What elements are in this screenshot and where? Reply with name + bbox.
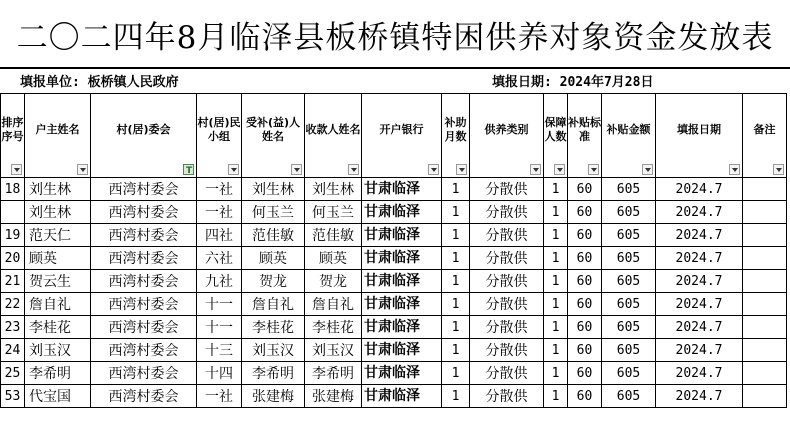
table-row (1, 339, 787, 362)
col-header-bank: 开户银行 (362, 94, 442, 178)
cell-report-date[interactable]: 2024.7 (656, 339, 743, 362)
cell-seq[interactable]: 24 (1, 339, 25, 362)
cell-village-committee[interactable]: 西湾村委会 (91, 201, 197, 224)
cell-support-type[interactable]: 分散供 (470, 293, 544, 316)
cell-bank[interactable]: 甘肃临泽 (362, 247, 442, 270)
cell-standard[interactable]: 60 (568, 362, 602, 385)
cell-months[interactable]: 1 (442, 270, 470, 293)
cell-beneficiary[interactable]: 贺龙 (242, 270, 305, 293)
cell-village-committee[interactable]: 西湾村委会 (91, 293, 197, 316)
col-header-persons: 保障人数 (544, 94, 568, 178)
cell-bank[interactable]: 甘肃临泽 (362, 362, 442, 385)
col-header-months: 补助月数 (442, 94, 470, 178)
cell-village-committee[interactable]: 西湾村委会 (91, 339, 197, 362)
cell-household-head[interactable]: 詹自礼 (25, 293, 91, 316)
cell-household-head[interactable]: 顾英 (25, 247, 91, 270)
cell-support-type[interactable]: 分散供 (470, 178, 544, 201)
table-row (1, 247, 787, 270)
cell-village-committee[interactable]: 西湾村委会 (91, 178, 197, 201)
cell-beneficiary[interactable]: 顾英 (242, 247, 305, 270)
cell-village-committee[interactable]: 西湾村委会 (91, 270, 197, 293)
cell-village-group[interactable]: 十三 (197, 339, 242, 362)
cell-payee[interactable]: 范佳敏 (305, 224, 362, 247)
cell-village-committee[interactable]: 西湾村委会 (91, 224, 197, 247)
cell-household-head[interactable]: 刘生林 (25, 201, 91, 224)
cell-beneficiary[interactable]: 刘玉汉 (242, 339, 305, 362)
col-header-beneficiary: 受补(益)人姓名 (242, 94, 305, 178)
filter-dropdown-icon[interactable] (77, 164, 88, 175)
cell-months[interactable]: 1 (442, 339, 470, 362)
cell-amount[interactable]: 605 (602, 339, 656, 362)
cell-standard[interactable]: 60 (568, 385, 602, 408)
cell-bank[interactable]: 甘肃临泽 (362, 316, 442, 339)
filter-dropdown-icon[interactable] (530, 164, 541, 175)
cell-report-date[interactable]: 2024.7 (656, 362, 743, 385)
table-row (1, 224, 787, 247)
cell-village-group[interactable]: 九社 (197, 270, 242, 293)
col-header-payee: 收款人姓名 (305, 94, 362, 178)
cell-report-date[interactable]: 2024.7 (656, 270, 743, 293)
cell-household-head[interactable]: 刘玉汉 (25, 339, 91, 362)
cell-seq[interactable]: 19 (1, 224, 25, 247)
table-row (1, 293, 787, 316)
filter-dropdown-icon[interactable] (11, 164, 22, 175)
cell-standard[interactable]: 60 (568, 293, 602, 316)
table-row (1, 201, 787, 224)
filter-dropdown-icon[interactable] (291, 164, 302, 175)
cell-village-group[interactable]: 十一 (197, 293, 242, 316)
cell-persons[interactable]: 1 (544, 201, 568, 224)
cell-bank[interactable]: 甘肃临泽 (362, 201, 442, 224)
cell-remarks[interactable] (743, 316, 787, 339)
filter-dropdown-icon[interactable] (588, 164, 599, 175)
cell-persons[interactable]: 1 (544, 362, 568, 385)
cell-persons[interactable]: 1 (544, 316, 568, 339)
cell-payee[interactable]: 顾英 (305, 247, 362, 270)
cell-beneficiary[interactable]: 范佳敏 (242, 224, 305, 247)
cell-beneficiary[interactable]: 李希明 (242, 362, 305, 385)
cell-household-head[interactable]: 刘生林 (25, 178, 91, 201)
cell-persons[interactable]: 1 (544, 385, 568, 408)
cell-village-group[interactable]: 十一 (197, 316, 242, 339)
cell-village-committee[interactable]: 西湾村委会 (91, 385, 197, 408)
cell-seq[interactable]: 25 (1, 362, 25, 385)
cell-beneficiary[interactable]: 何玉兰 (242, 201, 305, 224)
cell-amount[interactable]: 605 (602, 201, 656, 224)
cell-standard[interactable]: 60 (568, 201, 602, 224)
table-row (1, 385, 787, 408)
cell-remarks[interactable] (743, 339, 787, 362)
cell-remarks[interactable] (743, 293, 787, 316)
col-header-seq: 排序序号 (1, 94, 25, 178)
cell-support-type[interactable]: 分散供 (470, 385, 544, 408)
cell-village-committee[interactable]: 西湾村委会 (91, 247, 197, 270)
cell-bank[interactable]: 甘肃临泽 (362, 178, 442, 201)
cell-persons[interactable]: 1 (544, 224, 568, 247)
cell-household-head[interactable]: 李桂花 (25, 316, 91, 339)
cell-bank[interactable]: 甘肃临泽 (362, 293, 442, 316)
title-divider (0, 67, 790, 69)
cell-remarks[interactable] (743, 224, 787, 247)
cell-seq[interactable]: 23 (1, 316, 25, 339)
cell-amount[interactable]: 605 (602, 178, 656, 201)
filter-dropdown-icon[interactable] (773, 164, 784, 175)
reporting-date: 填报日期: 2024年7月28日 (492, 75, 654, 90)
cell-payee[interactable]: 张建梅 (305, 385, 362, 408)
cell-standard[interactable]: 60 (568, 270, 602, 293)
cell-household-head[interactable]: 李希明 (25, 362, 91, 385)
filter-dropdown-icon[interactable] (348, 164, 359, 175)
col-header-report-date: 填报日期 (656, 94, 743, 178)
cell-beneficiary[interactable]: 张建梅 (242, 385, 305, 408)
cell-village-committee[interactable]: 西湾村委会 (91, 316, 197, 339)
cell-report-date[interactable]: 2024.7 (656, 316, 743, 339)
table-row (1, 178, 787, 201)
cell-standard[interactable]: 60 (568, 339, 602, 362)
table-row (1, 270, 787, 293)
cell-report-date[interactable]: 2024.7 (656, 201, 743, 224)
payment-table (0, 93, 787, 408)
cell-amount[interactable]: 605 (602, 270, 656, 293)
cell-report-date[interactable]: 2024.7 (656, 293, 743, 316)
filter-dropdown-icon[interactable] (729, 164, 740, 175)
cell-standard[interactable]: 60 (568, 316, 602, 339)
cell-support-type[interactable]: 分散供 (470, 247, 544, 270)
cell-amount[interactable]: 605 (602, 316, 656, 339)
cell-persons[interactable]: 1 (544, 178, 568, 201)
cell-support-type[interactable]: 分散供 (470, 270, 544, 293)
cell-amount[interactable]: 605 (602, 385, 656, 408)
col-header-support-type: 供养类别 (470, 94, 544, 178)
cell-report-date[interactable]: 2024.7 (656, 224, 743, 247)
cell-village-group[interactable]: 一社 (197, 178, 242, 201)
cell-persons[interactable]: 1 (544, 339, 568, 362)
cell-report-date[interactable]: 2024.7 (656, 385, 743, 408)
col-header-amount: 补贴金额 (602, 94, 656, 178)
col-header-village-committee: 村(居)委会 T (91, 94, 197, 178)
cell-amount[interactable]: 605 (602, 362, 656, 385)
header-row (1, 94, 787, 178)
cell-months[interactable]: 1 (442, 385, 470, 408)
cell-seq[interactable]: 53 (1, 385, 25, 408)
cell-beneficiary[interactable]: 詹自礼 (242, 293, 305, 316)
cell-months[interactable]: 1 (442, 316, 470, 339)
cell-standard[interactable]: 60 (568, 247, 602, 270)
cell-months[interactable]: 1 (442, 362, 470, 385)
filter-active-icon[interactable] (183, 164, 194, 175)
cell-payee[interactable]: 刘玉汉 (305, 339, 362, 362)
table-row (1, 362, 787, 385)
col-header-standard: 补贴标准 (568, 94, 602, 178)
filter-dropdown-icon[interactable] (456, 164, 467, 175)
col-header-household-head: 户主姓名 (25, 94, 91, 178)
filter-dropdown-icon[interactable] (428, 164, 439, 175)
cell-household-head[interactable]: 范天仁 (25, 224, 91, 247)
cell-support-type[interactable]: 分散供 (470, 224, 544, 247)
cell-seq[interactable]: 22 (1, 293, 25, 316)
cell-payee[interactable]: 刘生林 (305, 178, 362, 201)
sheet-title: 二〇二四年8月临泽县板桥镇特困供养对象资金发放表 (16, 20, 774, 56)
cell-payee[interactable]: 何玉兰 (305, 201, 362, 224)
filter-dropdown-icon[interactable] (554, 164, 565, 175)
cell-months[interactable]: 1 (442, 201, 470, 224)
cell-village-committee[interactable]: 西湾村委会 (91, 362, 197, 385)
cell-village-group[interactable]: 六社 (197, 247, 242, 270)
filter-dropdown-icon[interactable] (642, 164, 653, 175)
cell-seq[interactable]: 20 (1, 247, 25, 270)
table-row (1, 316, 787, 339)
reporting-unit: 填报单位: 板桥镇人民政府 (20, 75, 179, 90)
cell-persons[interactable]: 1 (544, 247, 568, 270)
cell-support-type[interactable]: 分散供 (470, 201, 544, 224)
cell-bank[interactable]: 甘肃临泽 (362, 270, 442, 293)
cell-persons[interactable]: 1 (544, 270, 568, 293)
cell-remarks[interactable] (743, 201, 787, 224)
cell-amount[interactable]: 605 (602, 247, 656, 270)
cell-payee[interactable]: 李桂花 (305, 316, 362, 339)
cell-remarks[interactable] (743, 385, 787, 408)
cell-persons[interactable]: 1 (544, 293, 568, 316)
cell-months[interactable]: 1 (442, 178, 470, 201)
cell-months[interactable]: 1 (442, 224, 470, 247)
cell-bank[interactable]: 甘肃临泽 (362, 224, 442, 247)
cell-months[interactable]: 1 (442, 293, 470, 316)
cell-village-group[interactable]: 十四 (197, 362, 242, 385)
filter-dropdown-icon[interactable] (228, 164, 239, 175)
cell-report-date[interactable]: 2024.7 (656, 178, 743, 201)
cell-remarks[interactable] (743, 270, 787, 293)
cell-household-head[interactable]: 贺云生 (25, 270, 91, 293)
col-header-remarks: 备注 (743, 94, 787, 178)
cell-support-type[interactable]: 分散供 (470, 362, 544, 385)
cell-support-type[interactable]: 分散供 (470, 316, 544, 339)
cell-remarks[interactable] (743, 362, 787, 385)
cell-remarks[interactable] (743, 178, 787, 201)
cell-seq[interactable] (1, 201, 25, 224)
cell-payee[interactable]: 贺龙 (305, 270, 362, 293)
cell-months[interactable]: 1 (442, 247, 470, 270)
cell-support-type[interactable]: 分散供 (470, 339, 544, 362)
cell-amount[interactable]: 605 (602, 293, 656, 316)
cell-standard[interactable]: 60 (568, 224, 602, 247)
cell-payee[interactable]: 李希明 (305, 362, 362, 385)
cell-seq[interactable]: 18 (1, 178, 25, 201)
cell-village-group[interactable]: 一社 (197, 201, 242, 224)
cell-standard[interactable]: 60 (568, 178, 602, 201)
cell-bank[interactable]: 甘肃临泽 (362, 339, 442, 362)
cell-remarks[interactable] (743, 247, 787, 270)
cell-household-head[interactable]: 代宝国 (25, 385, 91, 408)
table-body (1, 178, 787, 408)
col-header-village-group: 村(居)民小组 (197, 94, 242, 178)
cell-village-group[interactable]: 四社 (197, 224, 242, 247)
cell-report-date[interactable]: 2024.7 (656, 247, 743, 270)
cell-beneficiary[interactable]: 李桂花 (242, 316, 305, 339)
cell-amount[interactable]: 605 (602, 224, 656, 247)
cell-bank[interactable]: 甘肃临泽 (362, 385, 442, 408)
cell-payee[interactable]: 詹自礼 (305, 293, 362, 316)
cell-village-group[interactable]: 一社 (197, 385, 242, 408)
cell-seq[interactable]: 21 (1, 270, 25, 293)
cell-beneficiary[interactable]: 刘生林 (242, 178, 305, 201)
